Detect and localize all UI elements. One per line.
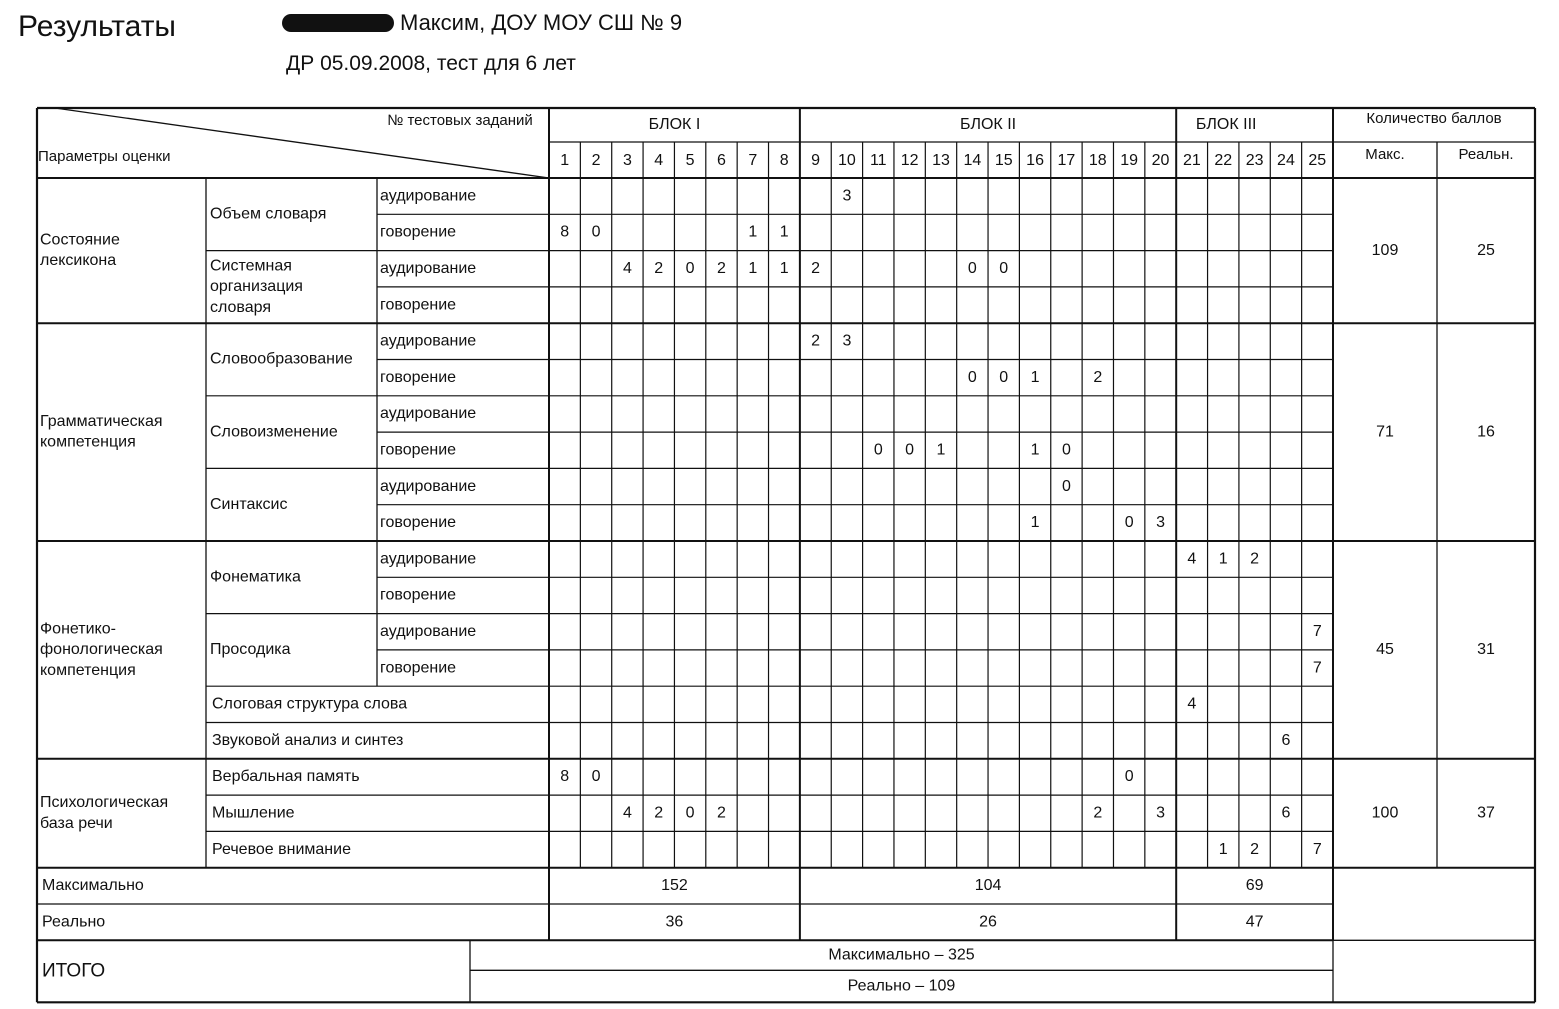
score-cell-task-14: 0 <box>967 259 977 277</box>
score-cell-task-16: 1 <box>1030 441 1040 459</box>
block-real-total: 47 <box>1245 913 1264 931</box>
row-label: Звуковой анализ и синтез <box>212 731 404 749</box>
score-cell-task-11: 0 <box>873 441 883 459</box>
mode-label: аудирование <box>380 550 477 568</box>
task-number-17: 17 <box>1057 152 1076 170</box>
mode-label: говорение <box>380 586 457 604</box>
score-cell-task-5: 0 <box>685 259 695 277</box>
task-number-13: 13 <box>932 152 950 170</box>
group-score-real: 31 <box>1477 641 1495 659</box>
group-score-max: 100 <box>1371 804 1399 822</box>
task-number-7: 7 <box>748 152 758 170</box>
block-header-1: БЛОК I <box>648 116 701 134</box>
task-number-12: 12 <box>900 152 919 170</box>
score-cell-task-1: 8 <box>560 768 570 786</box>
score-cell-task-2: 0 <box>591 223 601 241</box>
score-cell-task-23: 2 <box>1250 550 1260 568</box>
score-real-label: Реальн. <box>1458 145 1514 163</box>
block-max-total: 69 <box>1245 877 1264 895</box>
score-cell-task-4: 2 <box>654 259 664 277</box>
block-max-total: 152 <box>661 877 688 895</box>
mode-label: говорение <box>380 441 457 459</box>
total-label: ИТОГО <box>42 960 106 982</box>
score-cell-task-5: 0 <box>685 804 695 822</box>
task-number-10: 10 <box>838 152 856 170</box>
score-cell-task-10: 3 <box>842 187 852 205</box>
mode-label: аудирование <box>380 259 477 277</box>
score-cell-task-22: 1 <box>1218 550 1228 568</box>
task-number-3: 3 <box>622 152 632 170</box>
task-number-20: 20 <box>1151 152 1170 170</box>
score-max-label: Макс. <box>1365 145 1405 163</box>
task-number-5: 5 <box>685 152 695 170</box>
score-cell-task-24: 6 <box>1281 731 1291 749</box>
score-cell-task-3: 4 <box>622 259 632 277</box>
score-cell-task-23: 2 <box>1250 840 1260 858</box>
score-cell-task-1: 8 <box>560 223 570 241</box>
score-cell-task-10: 3 <box>842 332 852 350</box>
score-cell-task-25: 7 <box>1312 622 1322 640</box>
group-score-real: 16 <box>1477 423 1495 441</box>
group-score-max: 45 <box>1376 641 1394 659</box>
block-header-3: БЛОК III <box>1195 116 1257 134</box>
mode-label: аудирование <box>380 332 477 350</box>
mode-label: говорение <box>380 659 457 677</box>
task-number-18: 18 <box>1088 152 1107 170</box>
score-cell-task-4: 2 <box>654 804 664 822</box>
score-cell-task-22: 1 <box>1218 840 1228 858</box>
row-label: Мышление <box>212 804 295 822</box>
mode-label: аудирование <box>380 477 477 495</box>
birth-date-test-info: ДР 05.09.2008, тест для 6 лет <box>286 52 576 75</box>
score-cell-task-9: 2 <box>811 259 821 277</box>
task-number-24: 24 <box>1277 152 1295 170</box>
score-cell-task-9: 2 <box>811 332 821 350</box>
corner-label-parameters: Параметры оценки <box>38 147 171 165</box>
group-score-real: 25 <box>1477 241 1495 259</box>
block-real-total: 36 <box>665 913 684 931</box>
score-cell-task-20: 3 <box>1156 514 1165 532</box>
score-cell-task-25: 7 <box>1312 840 1322 858</box>
score-cell-task-21: 4 <box>1187 695 1197 713</box>
score-cell-task-19: 0 <box>1124 768 1134 786</box>
group-score-max: 109 <box>1371 241 1399 259</box>
score-cell-task-16: 1 <box>1030 368 1040 386</box>
task-number-23: 23 <box>1245 152 1264 170</box>
score-cell-task-6: 2 <box>717 804 726 822</box>
score-cell-task-14: 0 <box>967 368 977 386</box>
subgroup-label: Синтаксис <box>210 495 288 513</box>
score-cell-task-17: 0 <box>1061 477 1071 495</box>
group-label: Грамматическая компетенция <box>40 412 163 451</box>
task-number-15: 15 <box>994 152 1013 170</box>
subgroup-label: Системная организация словаря <box>210 257 303 316</box>
score-cell-task-20: 3 <box>1156 804 1165 822</box>
mode-label: говорение <box>380 368 457 386</box>
score-cell-task-18: 2 <box>1093 368 1103 386</box>
mode-label: говорение <box>380 514 457 532</box>
subgroup-label: Словоизменение <box>210 423 338 441</box>
task-number-9: 9 <box>811 152 821 170</box>
task-number-11: 11 <box>869 152 887 170</box>
block-header-2: БЛОК II <box>959 116 1017 134</box>
task-number-2: 2 <box>591 152 601 170</box>
summary-real-label: Реально <box>42 913 106 931</box>
task-number-21: 21 <box>1182 152 1201 170</box>
task-number-25: 25 <box>1308 152 1327 170</box>
summary-max-label: Максимально <box>42 877 144 895</box>
task-number-16: 16 <box>1026 152 1044 170</box>
score-cell-task-8: 1 <box>779 259 789 277</box>
group-label: Фонетико-фонологическая компетенция <box>40 620 163 679</box>
subgroup-label: Объем словаря <box>210 205 327 223</box>
group-label: Психологическая база речи <box>40 794 169 832</box>
score-cell-task-19: 0 <box>1124 514 1134 532</box>
task-number-8: 8 <box>779 152 789 170</box>
row-label: Речевое внимание <box>212 840 351 858</box>
row-label: Слоговая структура слова <box>212 695 408 713</box>
task-number-14: 14 <box>963 152 982 170</box>
score-cell-task-12: 0 <box>905 441 915 459</box>
score-cell-task-24: 6 <box>1281 804 1291 822</box>
score-cell-task-7: 1 <box>748 259 758 277</box>
total-max: Максимально – 325 <box>828 946 975 964</box>
mode-label: аудирование <box>380 622 477 640</box>
task-number-22: 22 <box>1214 152 1233 170</box>
total-real: Реально – 109 <box>847 977 956 995</box>
page-title: Результаты <box>18 10 176 43</box>
score-cell-task-7: 1 <box>748 223 758 241</box>
block-max-total: 104 <box>974 877 1002 895</box>
group-score-max: 71 <box>1376 423 1394 441</box>
mode-label: аудирование <box>380 405 477 423</box>
group-score-real: 37 <box>1477 804 1495 822</box>
mode-label: аудирование <box>380 187 477 205</box>
score-cell-task-16: 1 <box>1030 514 1040 532</box>
subgroup-label: Просодика <box>210 641 291 659</box>
score-cell-task-13: 1 <box>936 441 946 459</box>
score-cell-task-25: 7 <box>1312 659 1322 677</box>
block-real-total: 26 <box>979 913 997 931</box>
score-cell-task-15: 0 <box>999 259 1009 277</box>
score-cell-task-18: 2 <box>1093 804 1103 822</box>
score-cell-task-3: 4 <box>622 804 632 822</box>
subgroup-label: Словообразование <box>210 350 353 368</box>
task-number-4: 4 <box>654 152 664 170</box>
score-cell-task-2: 0 <box>591 768 601 786</box>
subgroup-label: Фонематика <box>210 568 301 586</box>
score-cell-task-21: 4 <box>1187 550 1197 568</box>
score-cell-task-6: 2 <box>717 259 726 277</box>
student-name-school: Максим, ДОУ МОУ СШ № 9 <box>400 10 683 35</box>
score-cell-task-8: 1 <box>779 223 789 241</box>
score-cell-task-15: 0 <box>999 368 1009 386</box>
mode-label: говорение <box>380 223 457 241</box>
task-number-1: 1 <box>560 152 570 170</box>
mode-label: говорение <box>380 296 457 314</box>
row-label: Вербальная память <box>212 768 360 786</box>
score-header: Количество баллов <box>1366 109 1502 127</box>
task-number-19: 19 <box>1120 152 1139 170</box>
group-label: Состояние лексикона <box>40 231 120 270</box>
task-number-6: 6 <box>717 152 726 170</box>
corner-label-tasks: № тестовых заданий <box>387 111 533 129</box>
score-cell-task-17: 0 <box>1061 441 1071 459</box>
